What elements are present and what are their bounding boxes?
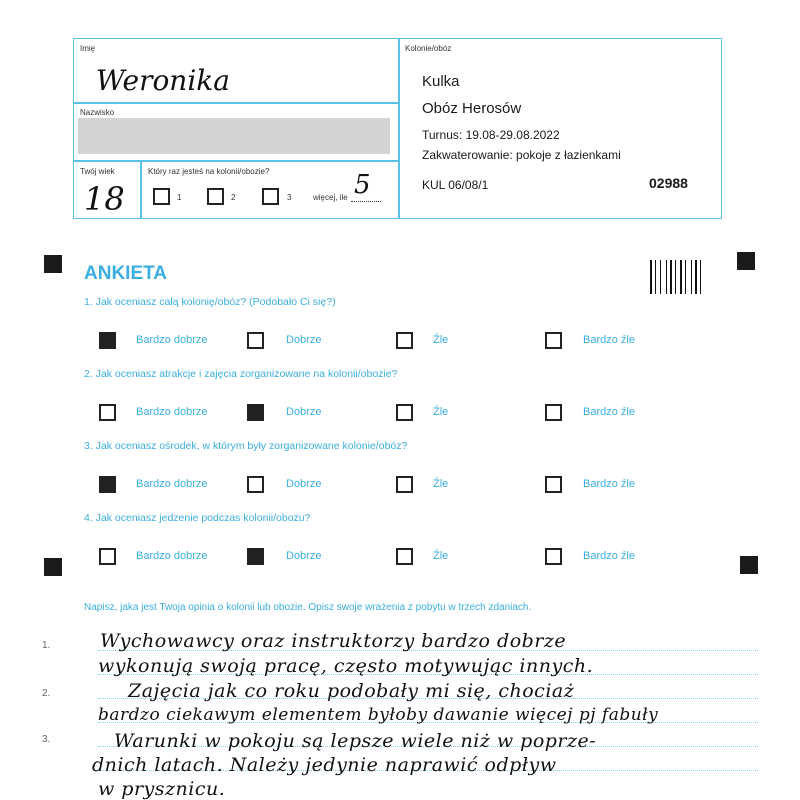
handwriting-line: w prysznicu. (98, 778, 226, 800)
rating-option-label: Bardzo źle (583, 406, 635, 418)
question-text: 4. Jak oceniasz jedzenie podczas kolonii/obozu? (84, 512, 311, 524)
which-time-label: Który raz jesteś na kolonii/obozie? (148, 167, 270, 176)
rating-checkbox[interactable] (99, 404, 116, 421)
rating-option-label: Źle (433, 406, 449, 418)
surname-label: Nazwisko (80, 108, 115, 117)
rating-option-label: Źle (433, 478, 449, 490)
barcode-stripe (655, 260, 656, 294)
rating-checkbox[interactable] (247, 332, 264, 349)
rating-option-label: Dobrze (286, 478, 322, 490)
handwriting-line: wykonują swoją pracę, często motywując innych. (98, 655, 594, 677)
barcode-stripe (675, 260, 676, 294)
rating-option-label: Dobrze (286, 334, 322, 346)
header-divider (398, 38, 400, 219)
camp-title: Obóz Herosów (422, 100, 522, 117)
barcode (650, 260, 702, 294)
more-label: więcej, ile (313, 193, 348, 202)
rating-checkbox[interactable] (247, 548, 264, 565)
registration-marker (737, 252, 755, 270)
rating-option-label: Dobrze (286, 550, 322, 562)
rating-checkbox[interactable] (396, 476, 413, 493)
rating-checkbox[interactable] (396, 404, 413, 421)
surname-redacted (78, 118, 390, 154)
rating-option-label: Bardzo dobrze (136, 406, 208, 418)
more-underline (351, 201, 381, 202)
question-text: 1. Jak oceniasz całą kolonię/obóz? (Podobało Ci się?) (84, 296, 336, 308)
line-number: 2. (42, 688, 51, 699)
rating-option-label: Bardzo dobrze (136, 550, 208, 562)
barcode-stripe (670, 260, 672, 294)
question-text: 2. Jak oceniasz atrakcje i zajęcia zorganizowane na kolonii/obozie? (84, 368, 398, 380)
rating-option-label: Bardzo źle (583, 334, 635, 346)
barcode-stripe (685, 260, 686, 294)
barcode-stripe (700, 260, 701, 294)
barcode-stripe (660, 260, 661, 294)
handwriting-line: Wychowawcy oraz instruktorzy bardzo dobrze (100, 630, 567, 652)
rating-checkbox[interactable] (545, 548, 562, 565)
checkbox-3[interactable] (262, 188, 279, 205)
registration-marker (44, 255, 62, 273)
camp-code: KUL 06/08/1 (422, 178, 489, 192)
checkbox-1[interactable] (153, 188, 170, 205)
rating-option-label: Źle (433, 334, 449, 346)
checkbox-2-label: 2 (231, 193, 236, 202)
rating-option-label: Bardzo dobrze (136, 478, 208, 490)
checkbox-2[interactable] (207, 188, 224, 205)
turnus: Turnus: 19.08-29.08.2022 (422, 128, 560, 142)
camp-name: Kulka (422, 73, 460, 90)
name-divider (73, 102, 399, 104)
more-value: 5 (354, 170, 371, 200)
rating-option-label: Bardzo dobrze (136, 334, 208, 346)
barcode-stripe (695, 260, 697, 294)
rating-checkbox[interactable] (545, 404, 562, 421)
handwriting-line: Warunki w pokoju są lepsze wiele niż w poprze- (114, 730, 597, 752)
question-text: 3. Jak oceniasz ośrodek, w którym były zorganizowane kolonie/obóz? (84, 440, 408, 452)
age-value: 18 (84, 180, 125, 218)
barcode-stripe (691, 260, 692, 294)
name-value: Weronika (96, 64, 230, 97)
rating-checkbox[interactable] (99, 476, 116, 493)
rating-checkbox[interactable] (396, 332, 413, 349)
barcode-stripe (680, 260, 682, 294)
survey-title: ANKIETA (84, 263, 168, 284)
checkbox-1-label: 1 (177, 193, 182, 202)
rating-checkbox[interactable] (396, 548, 413, 565)
handwriting-line: dnich latach. Należy jedynie naprawić odpływ (92, 754, 557, 776)
line-number: 3. (42, 734, 51, 745)
camp-label: Kolonie/obóz (405, 44, 452, 53)
rating-option-label: Bardzo źle (583, 478, 635, 490)
handwriting-line: bardzo ciekawym elementem byłoby dawanie więcej pj fabuły (98, 705, 659, 725)
barcode-stripe (650, 260, 652, 294)
checkbox-3-label: 3 (287, 193, 292, 202)
name-label: Imię (80, 44, 96, 53)
opinion-prompt: Napisz, jaka jest Twoja opinia o kolonii lub obozie. Opisz swoje wrażenia z pobytu w trzech zdaniach. (84, 602, 532, 613)
rating-checkbox[interactable] (247, 476, 264, 493)
rating-option-label: Bardzo źle (583, 550, 635, 562)
rating-checkbox[interactable] (545, 476, 562, 493)
barcode-stripe (666, 260, 667, 294)
surname-divider (73, 160, 399, 162)
rating-option-label: Źle (433, 550, 449, 562)
lodging: Zakwaterowanie: pokoje z łazienkami (422, 148, 621, 162)
rating-checkbox[interactable] (545, 332, 562, 349)
rating-checkbox[interactable] (99, 332, 116, 349)
registration-marker (740, 556, 758, 574)
line-number: 1. (42, 640, 51, 651)
form-number: 02988 (649, 175, 688, 191)
age-divider (140, 160, 142, 219)
rating-checkbox[interactable] (247, 404, 264, 421)
age-label: Twój wiek (80, 167, 115, 176)
rating-checkbox[interactable] (99, 548, 116, 565)
rating-option-label: Dobrze (286, 406, 322, 418)
registration-marker (44, 558, 62, 576)
handwriting-line: Zajęcia jak co roku podobały mi się, chociaż (128, 680, 575, 702)
